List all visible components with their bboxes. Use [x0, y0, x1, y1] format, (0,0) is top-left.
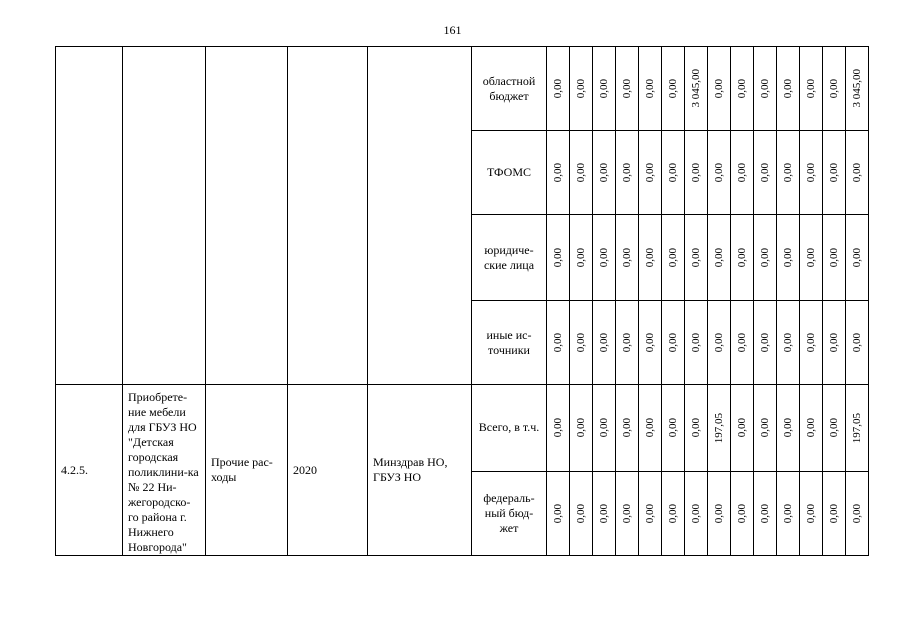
value-cell [662, 215, 685, 301]
value-text: 0,00 [551, 332, 564, 353]
value-text: 0,00 [574, 503, 587, 523]
value-cell [754, 385, 777, 472]
value-text: 0,00 [620, 332, 633, 353]
value-cell [846, 215, 869, 301]
value-cell [800, 385, 823, 472]
value-cell [846, 301, 869, 385]
value-cell [593, 131, 616, 215]
value-cell [616, 301, 639, 385]
value-text: 0,00 [850, 503, 863, 523]
value-text: 0,00 [597, 247, 610, 268]
funding-source: юридиче-ские лица [472, 215, 547, 301]
value-cell [639, 385, 662, 472]
value-text: 0,00 [620, 247, 633, 268]
funding-source: областной бюджет [472, 47, 547, 131]
value-text: 0,00 [551, 503, 564, 523]
value-text: 0,00 [758, 418, 771, 438]
value-cell [547, 131, 570, 215]
value-cell [708, 301, 731, 385]
value-cell [685, 385, 708, 472]
value-cell [846, 131, 869, 215]
value-text: 3 045,00 [689, 69, 702, 108]
value-cell [754, 47, 777, 131]
section-4-2-5-item-name: Приобрете-ние мебели для ГБУЗ НО "Детская городская поликлини-ка № 22 Ни-жегородско-го района г. Нижнего Новгорода" [123, 385, 206, 556]
value-text: 0,00 [758, 503, 771, 523]
continued-section-expense-type [206, 47, 288, 385]
value-cell [823, 471, 846, 556]
value-cell [731, 301, 754, 385]
value-text: 0,00 [735, 418, 748, 438]
value-text: 0,00 [781, 503, 794, 523]
value-text: 0,00 [804, 162, 817, 183]
value-cell [754, 215, 777, 301]
value-text: 0,00 [804, 247, 817, 268]
value-text: 0,00 [574, 78, 587, 99]
value-cell [639, 131, 662, 215]
value-cell [846, 47, 869, 131]
value-text: 0,00 [781, 332, 794, 353]
value-text: 0,00 [781, 247, 794, 268]
value-cell [800, 131, 823, 215]
value-text: 0,00 [689, 418, 702, 438]
value-text: 0,00 [643, 78, 656, 99]
value-text: 0,00 [781, 78, 794, 99]
value-text: 0,00 [758, 162, 771, 183]
value-cell [547, 301, 570, 385]
value-text: 0,00 [804, 418, 817, 438]
value-cell [754, 471, 777, 556]
value-cell [685, 131, 708, 215]
value-text: 0,00 [758, 247, 771, 268]
value-cell [639, 471, 662, 556]
continued-section-item-name [123, 47, 206, 385]
value-text: 0,00 [689, 332, 702, 353]
value-cell [570, 385, 593, 472]
section-4-2-5-item-code: 4.2.5. [56, 385, 123, 556]
value-cell [570, 131, 593, 215]
value-cell [593, 471, 616, 556]
value-cell [708, 215, 731, 301]
value-cell [547, 385, 570, 472]
value-cell [823, 47, 846, 131]
value-cell [823, 215, 846, 301]
value-text: 0,00 [804, 332, 817, 353]
value-cell [777, 385, 800, 472]
table-row [56, 47, 869, 131]
value-cell [593, 47, 616, 131]
value-text: 0,00 [689, 503, 702, 523]
value-cell [754, 301, 777, 385]
value-text: 0,00 [666, 418, 679, 438]
value-cell [708, 471, 731, 556]
value-cell [731, 471, 754, 556]
value-cell [593, 215, 616, 301]
value-text: 0,00 [620, 162, 633, 183]
value-cell [547, 47, 570, 131]
value-text: 0,00 [574, 247, 587, 268]
value-cell [547, 215, 570, 301]
value-cell [708, 385, 731, 472]
value-text: 0,00 [643, 162, 656, 183]
value-text: 0,00 [689, 162, 702, 183]
value-text: 0,00 [620, 503, 633, 523]
funding-source: федераль-ный бюд-жет [472, 471, 547, 556]
value-cell [777, 301, 800, 385]
value-text: 0,00 [574, 162, 587, 183]
value-text: 0,00 [712, 162, 725, 183]
value-cell [570, 301, 593, 385]
value-cell [708, 47, 731, 131]
value-text: 0,00 [551, 78, 564, 99]
funding-source: ТФОМС [472, 131, 547, 215]
value-text: 0,00 [758, 78, 771, 99]
value-text: 0,00 [574, 332, 587, 353]
value-cell [777, 215, 800, 301]
value-text: 0,00 [827, 162, 840, 183]
value-cell [685, 47, 708, 131]
value-cell [570, 215, 593, 301]
value-text: 0,00 [827, 418, 840, 438]
budget-table [55, 46, 869, 556]
value-text: 0,00 [551, 162, 564, 183]
value-text: 0,00 [827, 503, 840, 523]
value-cell [823, 385, 846, 472]
value-cell [639, 301, 662, 385]
table-row [56, 385, 869, 472]
value-cell [754, 131, 777, 215]
value-cell [616, 215, 639, 301]
value-text: 0,00 [735, 247, 748, 268]
value-cell [685, 215, 708, 301]
funding-source: иные ис-точники [472, 301, 547, 385]
value-cell [777, 131, 800, 215]
value-cell [685, 471, 708, 556]
value-text: 0,00 [551, 418, 564, 438]
value-text: 0,00 [574, 418, 587, 438]
value-cell [846, 385, 869, 472]
value-text: 0,00 [758, 332, 771, 353]
continued-section-executor [368, 47, 472, 385]
value-cell [593, 301, 616, 385]
value-text: 0,00 [804, 503, 817, 523]
value-cell [662, 47, 685, 131]
value-text: 0,00 [735, 503, 748, 523]
value-cell [708, 131, 731, 215]
funding-source: Всего, в т.ч. [472, 385, 547, 472]
value-text: 0,00 [643, 332, 656, 353]
value-cell [593, 385, 616, 472]
value-cell [685, 301, 708, 385]
value-cell [662, 301, 685, 385]
value-cell [731, 215, 754, 301]
page-number: 161 [443, 23, 462, 37]
value-text: 0,00 [643, 418, 656, 438]
value-text: 0,00 [827, 332, 840, 353]
value-cell [777, 471, 800, 556]
value-text: 0,00 [712, 247, 725, 268]
value-cell [570, 47, 593, 131]
value-text: 0,00 [781, 418, 794, 438]
value-text: 0,00 [597, 503, 610, 523]
value-cell [731, 47, 754, 131]
value-text: 0,00 [666, 162, 679, 183]
value-text: 0,00 [620, 78, 633, 99]
value-text: 0,00 [712, 78, 725, 99]
value-text: 0,00 [597, 162, 610, 183]
value-cell [616, 385, 639, 472]
value-text: 0,00 [597, 332, 610, 353]
value-cell [662, 385, 685, 472]
value-cell [616, 471, 639, 556]
value-cell [800, 301, 823, 385]
value-text: 0,00 [735, 332, 748, 353]
section-4-2-5-executor: Минздрав НО, ГБУЗ НО [368, 385, 472, 556]
value-text: 0,00 [827, 78, 840, 99]
value-cell [639, 47, 662, 131]
value-cell [823, 301, 846, 385]
value-text: 0,00 [712, 503, 725, 523]
value-cell [823, 131, 846, 215]
value-text: 0,00 [827, 247, 840, 268]
value-cell [662, 131, 685, 215]
value-cell [616, 131, 639, 215]
value-cell [731, 385, 754, 472]
value-text: 0,00 [735, 78, 748, 99]
value-text: 0,00 [666, 78, 679, 99]
value-cell [731, 131, 754, 215]
value-text: 0,00 [666, 503, 679, 523]
value-text: 0,00 [551, 247, 564, 268]
value-text: 0,00 [804, 78, 817, 99]
value-cell [547, 471, 570, 556]
value-text: 0,00 [643, 247, 656, 268]
value-cell [570, 471, 593, 556]
value-text: 0,00 [735, 162, 748, 183]
value-cell [846, 471, 869, 556]
value-text: 197,05 [712, 412, 725, 443]
value-text: 0,00 [850, 332, 863, 353]
value-cell [800, 471, 823, 556]
value-text: 0,00 [666, 247, 679, 268]
value-text: 0,00 [850, 247, 863, 268]
value-cell [777, 47, 800, 131]
value-text: 0,00 [597, 78, 610, 99]
value-cell [616, 47, 639, 131]
value-text: 3 045,00 [850, 69, 863, 108]
value-cell [639, 215, 662, 301]
value-text: 0,00 [620, 418, 633, 438]
value-text: 0,00 [712, 332, 725, 353]
continued-section-year [288, 47, 368, 385]
value-text: 197,05 [850, 412, 863, 443]
value-text: 0,00 [850, 162, 863, 183]
section-4-2-5-expense-type: Прочие рас-ходы [206, 385, 288, 556]
value-cell [800, 47, 823, 131]
value-cell [800, 215, 823, 301]
continued-section-item-code [56, 47, 123, 385]
value-cell [662, 471, 685, 556]
value-text: 0,00 [643, 503, 656, 523]
section-4-2-5-year: 2020 [288, 385, 368, 556]
value-text: 0,00 [689, 247, 702, 268]
value-text: 0,00 [666, 332, 679, 353]
value-text: 0,00 [597, 418, 610, 438]
value-text: 0,00 [781, 162, 794, 183]
